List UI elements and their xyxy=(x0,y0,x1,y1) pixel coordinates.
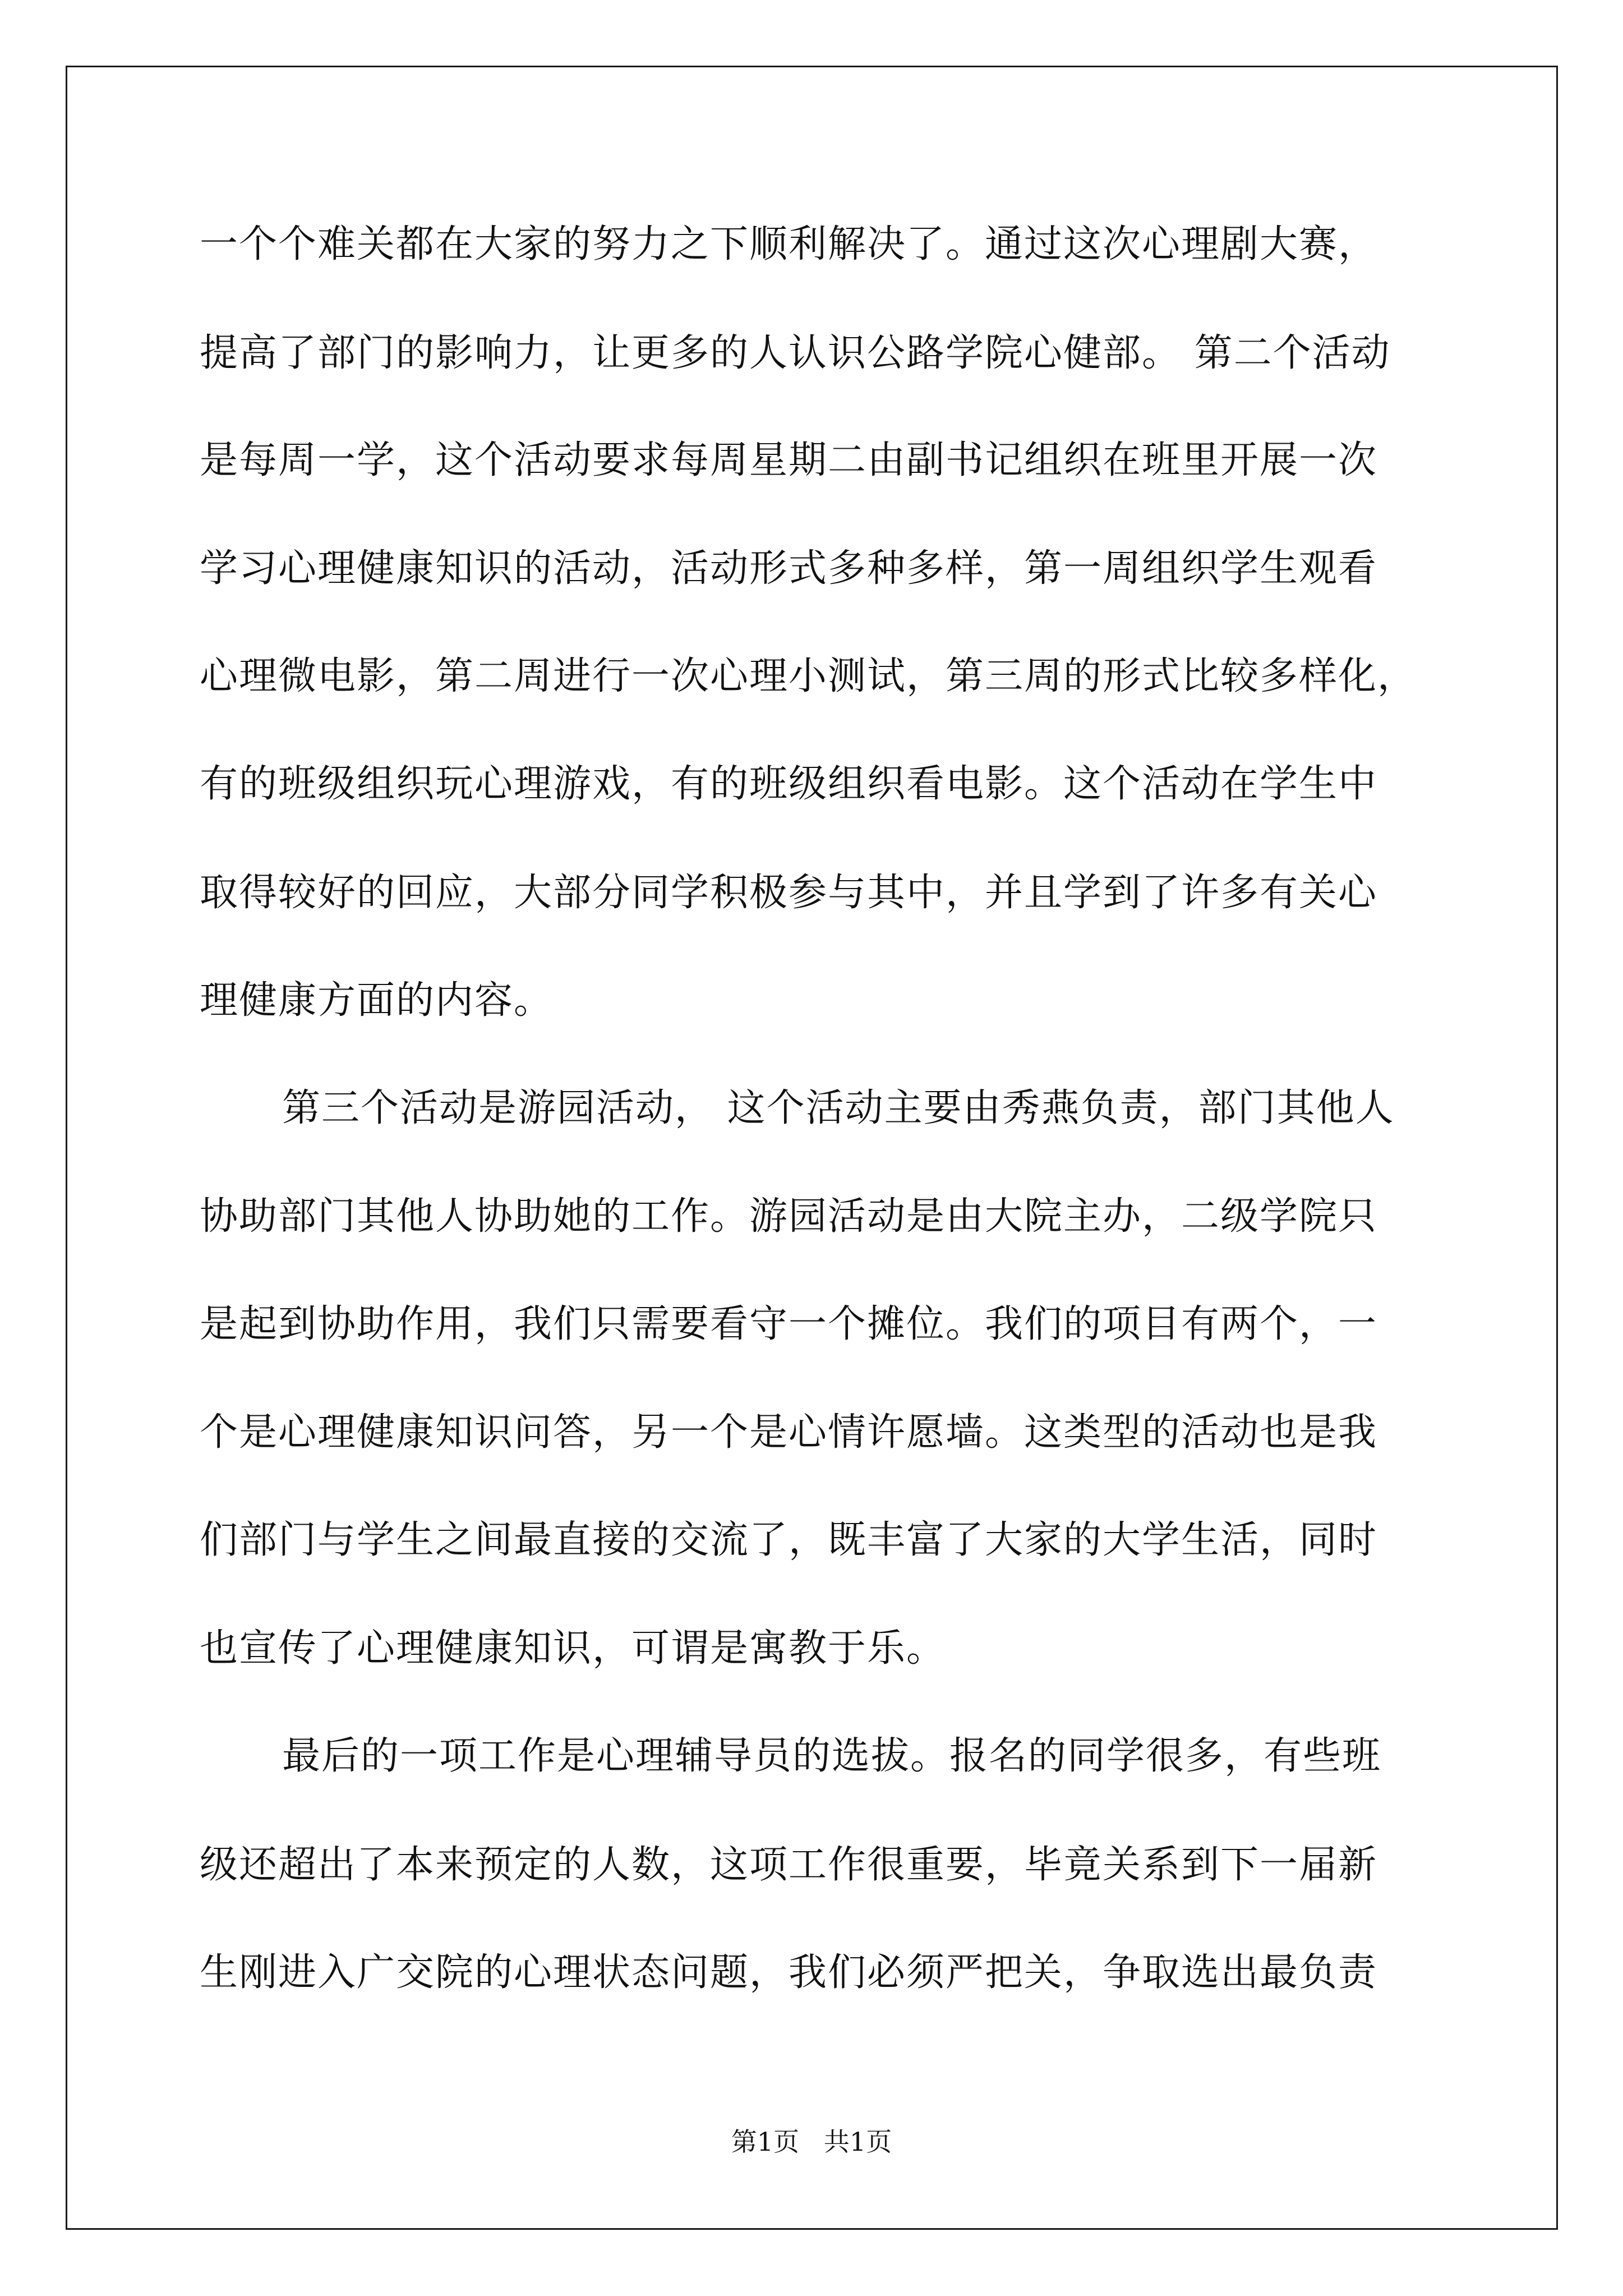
paragraph-first-line: 最后的一项工作是心理辅导员的选拔。报名的同学很多，有些班 xyxy=(282,1734,1382,1778)
text-line: 一个个难关都在大家的努力之下顺利解决了。通过这次心理剧大赛， xyxy=(200,222,1378,266)
text-line: 提高了部门的影响力，让更多的人认识公路学院心健部。 第二个活动 xyxy=(200,331,1391,375)
page-number-footer: 第1页 共1页 xyxy=(731,2127,892,2157)
text-line: 们部门与学生之间最直接的交流了，既丰富了大家的大学生活，同时 xyxy=(200,1518,1378,1562)
text-line: 是每周一学，这个活动要求每周星期二由副书记组织在班里开展一次 xyxy=(200,438,1378,482)
text-line: 级还超出了本来预定的人数，这项工作很重要，毕竟关系到下一届新 xyxy=(200,1843,1378,1887)
text-line: 协助部门其他人协助她的工作。游园活动是由大院主办，二级学院只 xyxy=(200,1194,1378,1239)
text-line: 有的班级组织玩心理游戏，有的班级组织看电影。这个活动在学生中 xyxy=(200,762,1378,806)
text-line: 个是心理健康知识问答，另一个是心情许愿墙。这类型的活动也是我 xyxy=(200,1410,1378,1455)
text-line: 是起到协助作用，我们只需要看守一个摊位。我们的项目有两个，一 xyxy=(200,1302,1378,1346)
text-line: 也宣传了心理健康知识，可谓是寓教于乐。 xyxy=(200,1626,946,1671)
text-line: 生刚进入广交院的心理状态问题，我们必须严把关，争取选出最负责 xyxy=(200,1950,1378,1995)
text-line: 学习心理健康知识的活动，活动形式多种多样，第一周组织学生观看 xyxy=(200,546,1378,591)
text-line: 理健康方面的内容。 xyxy=(200,978,554,1023)
page-border xyxy=(66,66,1558,2230)
paragraph-first-line: 第三个活动是游园活动， 这个活动主要由秀燕负责，部门其他人 xyxy=(282,1086,1395,1130)
text-line: 取得较好的回应，大部分同学积极参与其中，并且学到了许多有关心 xyxy=(200,871,1378,915)
text-line: 心理微电影，第二周进行一次心理小测试，第三周的形式比较多样化， xyxy=(200,654,1417,698)
